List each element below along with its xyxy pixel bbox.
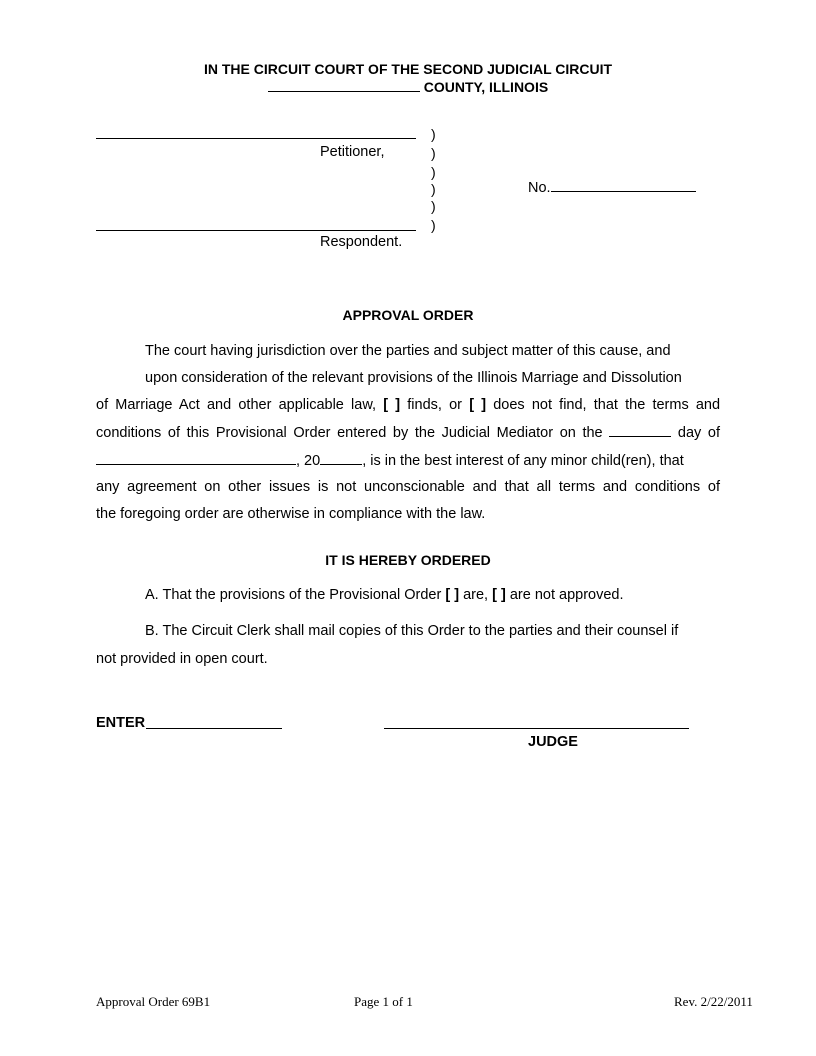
respondent-name-line[interactable] <box>96 230 416 231</box>
enter-label: ENTER <box>96 715 146 731</box>
judge-signature-line[interactable] <box>384 728 689 729</box>
year-blank[interactable] <box>320 452 362 465</box>
footer-revision: Rev. 2/22/2011 <box>674 994 753 1009</box>
body-line-2: upon consideration of the relevant provisions of the Illinois Marriage and Dissolution <box>145 370 682 386</box>
month-blank[interactable] <box>96 452 296 465</box>
provision-b-cont: not provided in open court. <box>96 651 268 667</box>
footer-form-name: Approval Order 69B1 <box>96 994 211 1009</box>
not-approved-checkbox[interactable]: [ ] <box>492 587 506 603</box>
county-blank[interactable] <box>268 79 420 92</box>
petitioner-name-line[interactable] <box>96 138 416 139</box>
petitioner-label: Petitioner, <box>320 144 385 160</box>
body-line-3 <box>96 397 720 413</box>
caption-paren: ) <box>431 198 436 214</box>
body-text: does not find, that the terms and <box>493 397 721 413</box>
body-text: , 20 <box>296 453 321 469</box>
body-text: , is in the best interest of any minor child(ren), that <box>362 453 684 469</box>
case-number-blank[interactable] <box>551 179 696 192</box>
body-line-7: the foregoing order are otherwise in compliance with the law. <box>96 506 486 522</box>
caption-paren: ) <box>431 126 436 142</box>
body-line-6: any agreement on other issues is not unconscionable and that all terms and conditions of <box>96 479 720 495</box>
body-text: of Marriage Act and other applicable law, <box>96 397 377 413</box>
caption-paren: ) <box>431 181 436 197</box>
day-blank[interactable] <box>609 424 671 437</box>
provision-text: are, <box>463 587 489 603</box>
ordered-heading: IT IS HEREBY ORDERED <box>325 552 491 568</box>
provision-text: are not approved. <box>509 587 624 603</box>
caption-paren: ) <box>431 145 436 161</box>
footer-page-number: Page 1 of 1 <box>354 994 413 1009</box>
enter-date-line[interactable] <box>146 728 282 729</box>
approved-checkbox[interactable]: [ ] <box>445 587 460 603</box>
caption-paren: ) <box>431 164 436 180</box>
respondent-label: Respondent. <box>320 234 403 250</box>
does-not-find-checkbox[interactable]: [ ] <box>469 397 487 413</box>
body-text: conditions of this Provisional Order entered by the Judicial Mediator on the <box>96 425 603 441</box>
provision-b: B. The Circuit Clerk shall mail copies of this Order to the parties and their counsel if <box>145 623 679 639</box>
body-line-1: The court having jurisdiction over the parties and subject matter of this cause, and <box>145 343 671 359</box>
body-line-4 <box>96 424 720 441</box>
body-text: day of <box>677 425 720 441</box>
body-text: finds, or <box>407 397 462 413</box>
body-line-5 <box>96 452 720 469</box>
case-number-label: No. <box>528 180 551 196</box>
county-heading <box>0 79 816 95</box>
provision-text: A. That the provisions of the Provisional Order <box>145 587 442 603</box>
case-number <box>528 179 696 196</box>
court-heading: IN THE CIRCUIT COURT OF THE SECOND JUDICIAL CIRCUIT <box>203 61 613 77</box>
judge-label: JUDGE <box>528 734 578 750</box>
county-label: COUNTY, ILLINOIS <box>423 79 549 95</box>
caption-paren: ) <box>431 217 436 233</box>
finds-checkbox[interactable]: [ ] <box>383 397 401 413</box>
document-title: APPROVAL ORDER <box>342 307 474 323</box>
provision-a <box>145 587 705 603</box>
